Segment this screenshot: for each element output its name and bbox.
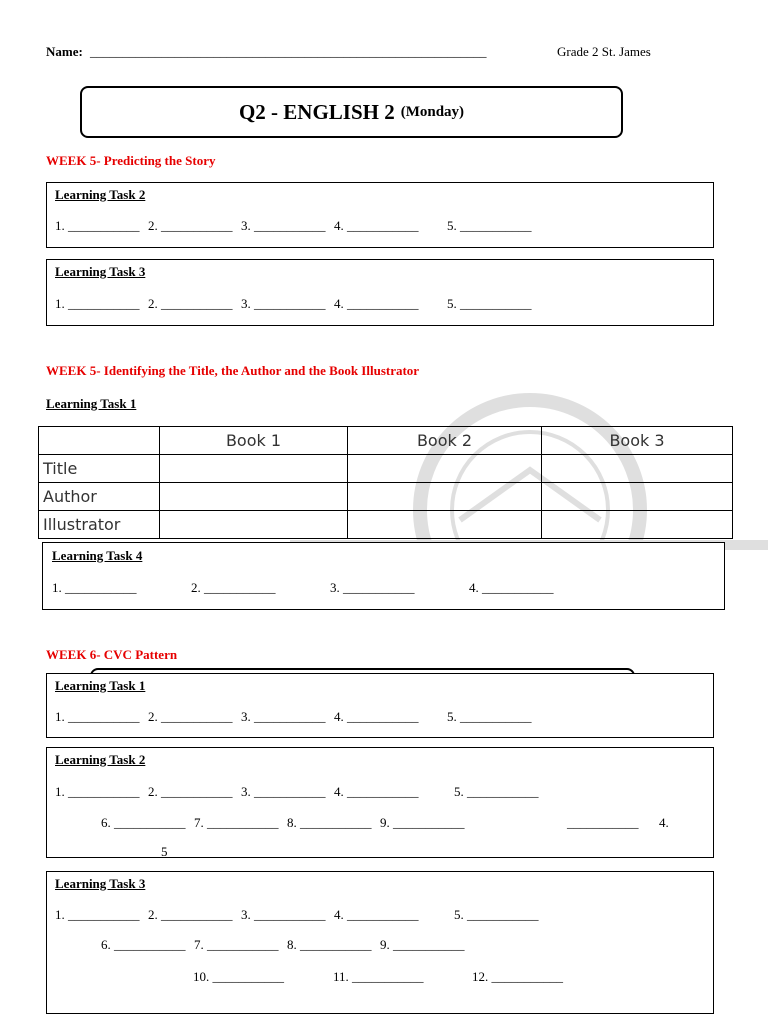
table-cell[interactable] <box>160 455 348 483</box>
stray-number: 4. <box>659 815 669 830</box>
answer-blank[interactable]: 6. ___________ <box>101 937 186 952</box>
task-label: Learning Task 1 <box>55 678 146 693</box>
task-box-w6-t1 <box>46 673 714 738</box>
answer-blank[interactable]: 7. ___________ <box>194 815 279 830</box>
name-label: Name: <box>46 44 83 59</box>
answer-blank[interactable]: 4. ___________ <box>334 218 419 233</box>
answer-blank[interactable]: 1. ___________ <box>55 709 140 724</box>
answer-blank[interactable]: 6. ___________ <box>101 815 186 830</box>
answer-blank[interactable]: 2. ___________ <box>148 709 233 724</box>
answer-blank[interactable]: 7. ___________ <box>194 937 279 952</box>
answer-blank[interactable]: 5. ___________ <box>454 784 539 799</box>
table-cell[interactable] <box>348 455 542 483</box>
table-header-book1: Book 1 <box>160 427 348 455</box>
answer-blank[interactable]: 4. ___________ <box>334 907 419 922</box>
row-label-title: Title <box>39 455 160 483</box>
task-box-w5b-t4 <box>42 542 725 610</box>
answer-blank[interactable]: 3. ___________ <box>241 296 326 311</box>
answer-blank[interactable]: ___________ <box>567 815 639 830</box>
table-cell[interactable] <box>542 511 733 539</box>
section-week5-predicting: WEEK 5- Predicting the Story <box>46 153 216 168</box>
answer-blank[interactable]: 9. ___________ <box>380 815 465 830</box>
answer-blank[interactable]: 2. ___________ <box>148 218 233 233</box>
task-box-w6-t3 <box>46 871 714 1014</box>
task-label: Learning Task 2 <box>55 187 146 202</box>
answer-blank[interactable]: 11. ___________ <box>333 969 424 984</box>
task-label: Learning Task 3 <box>55 264 146 279</box>
answer-blank[interactable]: 1. ___________ <box>52 580 137 595</box>
answer-blank[interactable]: 2. ___________ <box>148 296 233 311</box>
answer-blank[interactable]: 3. ___________ <box>241 218 326 233</box>
task-label-w5b-t1: Learning Task 1 <box>46 396 137 411</box>
title-box <box>80 86 623 138</box>
answer-blank[interactable]: 1. ___________ <box>55 784 140 799</box>
stray-number: 5 <box>161 844 168 858</box>
answer-blank[interactable]: 4. ___________ <box>334 709 419 724</box>
table-cell[interactable] <box>160 483 348 511</box>
table-header-cell <box>39 427 160 455</box>
book-table <box>38 426 733 539</box>
answer-blank[interactable]: 4. ___________ <box>334 296 419 311</box>
answer-blank[interactable]: 4. ___________ <box>469 580 554 595</box>
table-header-book3: Book 3 <box>542 427 733 455</box>
answer-blank[interactable]: 2. ___________ <box>148 784 233 799</box>
answer-blank[interactable]: 1. ___________ <box>55 296 140 311</box>
answer-blank[interactable]: 5. ___________ <box>454 907 539 922</box>
answer-blank[interactable]: 3. ___________ <box>241 784 326 799</box>
answer-blank[interactable]: 3. ___________ <box>241 907 326 922</box>
table-cell[interactable] <box>348 483 542 511</box>
table-cell[interactable] <box>542 455 733 483</box>
task-box-w5a-t3 <box>46 259 714 326</box>
answer-blank[interactable]: 10. ___________ <box>193 969 284 984</box>
table-cell[interactable] <box>160 511 348 539</box>
section-week6-cvc: WEEK 6- CVC Pattern <box>46 647 178 662</box>
answer-blank[interactable]: 4. ___________ <box>334 784 419 799</box>
table-row <box>39 511 733 539</box>
answer-blank[interactable]: 3. ___________ <box>330 580 415 595</box>
answer-blank[interactable]: 2. ___________ <box>191 580 276 595</box>
page-subtitle: (Monday) <box>400 103 465 120</box>
table-cell[interactable] <box>348 511 542 539</box>
table-row <box>39 483 733 511</box>
task-box-w5a-t2 <box>46 182 714 248</box>
answer-blank[interactable]: 5. ___________ <box>447 296 532 311</box>
table-header-book2: Book 2 <box>348 427 542 455</box>
task-box-w6-t2 <box>46 747 714 858</box>
table-row <box>39 455 733 483</box>
answer-blank[interactable]: 8. ___________ <box>287 937 372 952</box>
answer-blank[interactable]: 1. ___________ <box>55 218 140 233</box>
section-week5-title-author: WEEK 5- Identifying the Title, the Author and the Book Illustrator <box>46 363 420 378</box>
task-label: Learning Task 2 <box>55 752 146 767</box>
row-label-illustrator: Illustrator <box>39 511 160 539</box>
answer-blank[interactable]: 5. ___________ <box>447 218 532 233</box>
answer-blank[interactable]: 12. ___________ <box>472 969 563 984</box>
task-label: Learning Task 3 <box>55 876 146 891</box>
name-field[interactable]: _____________________________________________________________ <box>90 44 487 59</box>
answer-blank[interactable]: 9. ___________ <box>380 937 465 952</box>
table-cell[interactable] <box>542 483 733 511</box>
answer-blank[interactable]: 2. ___________ <box>148 907 233 922</box>
task-label: Learning Task 4 <box>52 548 143 563</box>
page-title: Q2 - ENGLISH 2 <box>238 99 395 124</box>
answer-blank[interactable]: 8. ___________ <box>287 815 372 830</box>
grade-label: Grade 2 St. James <box>557 44 651 59</box>
answer-blank[interactable]: 1. ___________ <box>55 907 140 922</box>
row-label-author: Author <box>39 483 160 511</box>
answer-blank[interactable]: 5. ___________ <box>447 709 532 724</box>
answer-blank[interactable]: 3. ___________ <box>241 709 326 724</box>
